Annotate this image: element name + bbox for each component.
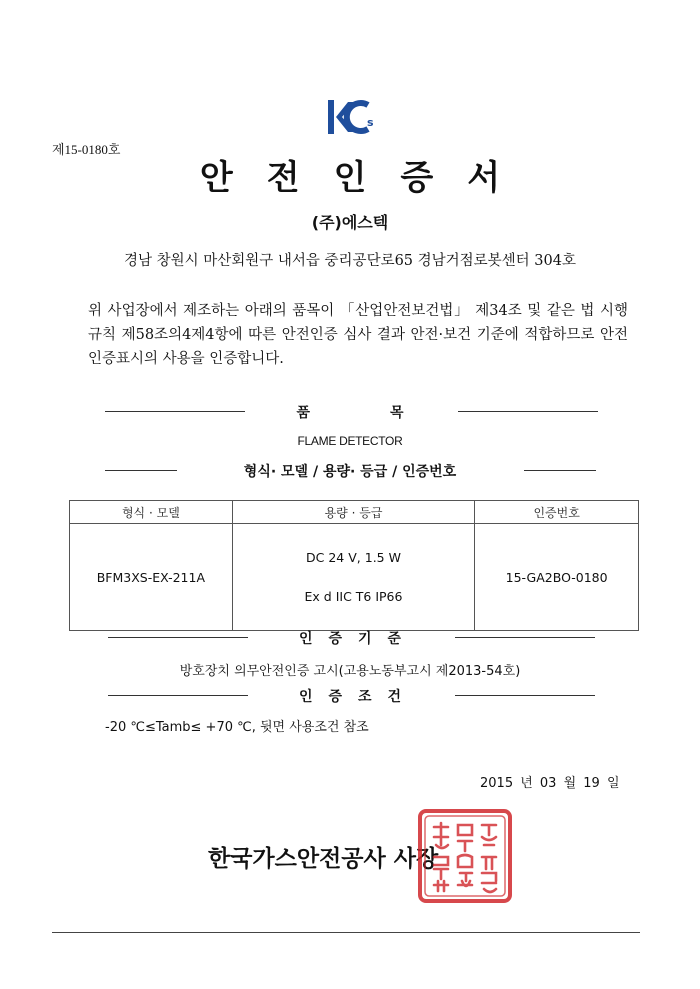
capacity-cell <box>232 524 475 631</box>
model-cell: BFM3XS-EX-211A <box>70 524 233 631</box>
company-name: (주)에스텍 <box>311 213 389 232</box>
column-header-capacity: 용량 · 등급 <box>232 501 475 524</box>
capacity-line-1: DC 24 V, 1.5 W <box>306 550 401 565</box>
issuer-name: 한국가스안전공사 사장 <box>208 845 439 872</box>
table-header-row <box>70 501 639 524</box>
items-heading: 품목 <box>296 405 484 421</box>
kcs-logo <box>326 96 378 140</box>
official-seal-stamp <box>416 807 514 905</box>
svg-text:s: s <box>367 116 374 129</box>
capacity-spacer <box>234 565 474 589</box>
bottom-divider <box>52 932 640 933</box>
cert-number-cell: 15-GA2BO-0180 <box>475 524 639 631</box>
capacity-line-2: Ex d IIC T6 IP66 <box>304 589 403 604</box>
conditions-heading: 인증조건 <box>298 689 418 705</box>
column-header-model: 형식 · 모델 <box>70 501 233 524</box>
column-header-cert-number: 인증번호 <box>475 501 639 524</box>
company-address: 경남 창원시 마산회원구 내서읍 중리공단로65 경남거점로봇센터 304호 <box>124 253 576 269</box>
table-row <box>70 524 639 631</box>
standard-text: 방호장치 의무안전인증 고시(고용노동부고시 제2013-54호) <box>179 664 521 679</box>
issue-date: 2015 년 03 월 19 일 <box>480 776 620 791</box>
conditions-text: -20 ℃≤Tamb≤ +70 ℃, 뒷면 사용조건 참조 <box>105 720 369 735</box>
spec-table <box>69 500 639 631</box>
standard-heading: 인증기준 <box>298 631 418 647</box>
document-title: 안전인증서 <box>199 158 535 198</box>
spec-heading: 형식· 모델 / 용량· 등급 / 인증번호 <box>243 464 457 480</box>
certificate-number: 제15-0180호 <box>52 142 121 157</box>
certification-statement: 위 사업장에서 제조하는 아래의 품목이 「산업안전보건법」 제34조 및 같은 법 시행규칙 제58조의4제4항에 따른 안전인증 심사 결과 안전·보건 기준에 적합하므로 안전인증표시의 사용을 인증합니다. <box>88 303 628 367</box>
product-name: FLAME DETECTOR <box>297 434 403 448</box>
